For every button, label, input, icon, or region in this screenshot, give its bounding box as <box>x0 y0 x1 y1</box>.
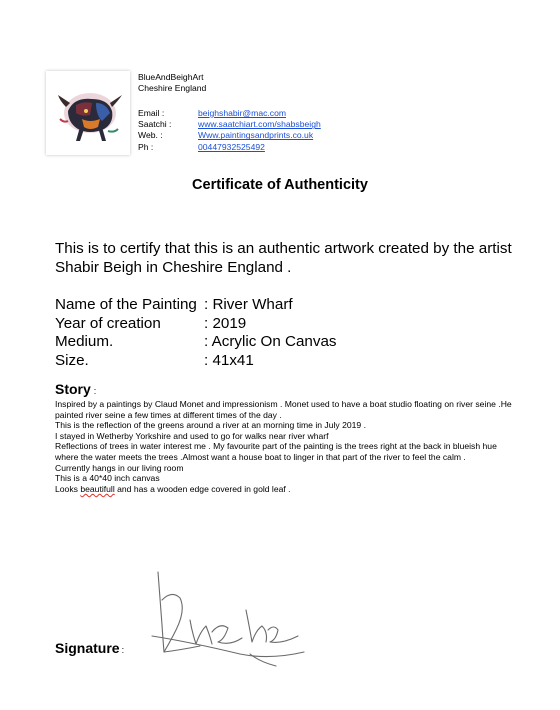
brand-name: BlueAndBeighArt <box>138 72 204 82</box>
story-paragraph: I stayed in Wetherby Yorkshire and used to go for walks near river wharf <box>55 430 329 441</box>
detail-value: : 2019 <box>204 314 247 332</box>
bull-painting-logo-icon <box>46 71 130 155</box>
contact-row-saatchi <box>138 119 321 130</box>
brand-block <box>138 72 206 94</box>
detail-key: Year of creation <box>55 314 161 332</box>
story-heading-text: Story <box>55 381 91 397</box>
story-text: and has a wooden edge covered in gold leaf . <box>114 483 291 494</box>
website-link[interactable]: Www.paintingsandprints.co.uk <box>198 130 314 141</box>
contact-label: Web. : <box>138 130 163 141</box>
contact-list <box>138 108 321 153</box>
story-paragraph: This is a 40*40 inch canvas <box>55 473 160 484</box>
detail-row-name <box>55 296 337 315</box>
story-paragraph: Currently hangs in our living room <box>55 462 184 473</box>
story-text: Looks <box>55 483 81 494</box>
contact-row-web <box>138 130 321 141</box>
contact-label: Email : <box>138 108 165 118</box>
story-heading <box>55 381 96 397</box>
certificate-title: Certificate of Authenticity <box>192 177 368 193</box>
contact-label: Ph : <box>138 141 154 152</box>
detail-key: Medium. <box>55 333 114 350</box>
phone-link[interactable]: 00447932525492 <box>198 141 265 152</box>
signature-colon: : <box>121 645 125 655</box>
detail-row-size <box>55 352 337 371</box>
detail-row-medium <box>55 333 337 352</box>
signature-label <box>55 640 124 656</box>
artwork-details <box>55 296 337 370</box>
handwritten-signature-icon <box>150 570 310 670</box>
story-paragraph: This is the reflection of the greens around a river at an morning time in July 2019 . <box>55 420 366 431</box>
detail-key: Size. <box>55 351 89 369</box>
story-body <box>55 399 517 494</box>
detail-value: : Acrylic On Canvas <box>204 333 337 350</box>
detail-key: Name of the Painting <box>55 296 197 313</box>
story-paragraph: Inspired by a paintings by Claud Monet and impressionism . Monet used to have a boat studio floating on river seine .He painted river seine a few times at different times of the day . <box>55 399 512 420</box>
signature-image <box>150 570 310 675</box>
detail-value: : River Wharf <box>204 296 293 313</box>
detail-row-year <box>55 315 337 334</box>
contact-label: Saatchi : <box>138 119 172 130</box>
certificate-intro: This is to certify that this is an authentic artwork created by the artist Shabir Beigh in Cheshire England . <box>55 240 512 276</box>
story-paragraph-last <box>55 484 517 495</box>
contact-row-phone <box>138 142 321 153</box>
contact-row-email <box>138 108 321 119</box>
signature-label-text: Signature <box>55 640 120 656</box>
logo <box>46 71 130 155</box>
story-heading-colon: : <box>93 386 97 396</box>
email-link[interactable]: beighshabir@mac.com <box>198 108 287 118</box>
brand-location: Cheshire England <box>138 83 207 93</box>
detail-value: : 41x41 <box>204 351 254 369</box>
misspelled-word: beautifull <box>80 483 115 494</box>
story-paragraph: Reflections of trees in water interest me . My favourite part of the painting is the trees right at the back in blueish hue where the water meets the trees .Almost want a house boat to linger in that part of the river to feel the calm . <box>55 441 497 462</box>
saatchi-link[interactable]: www.saatchiart.com/shabsbeigh <box>198 119 321 130</box>
